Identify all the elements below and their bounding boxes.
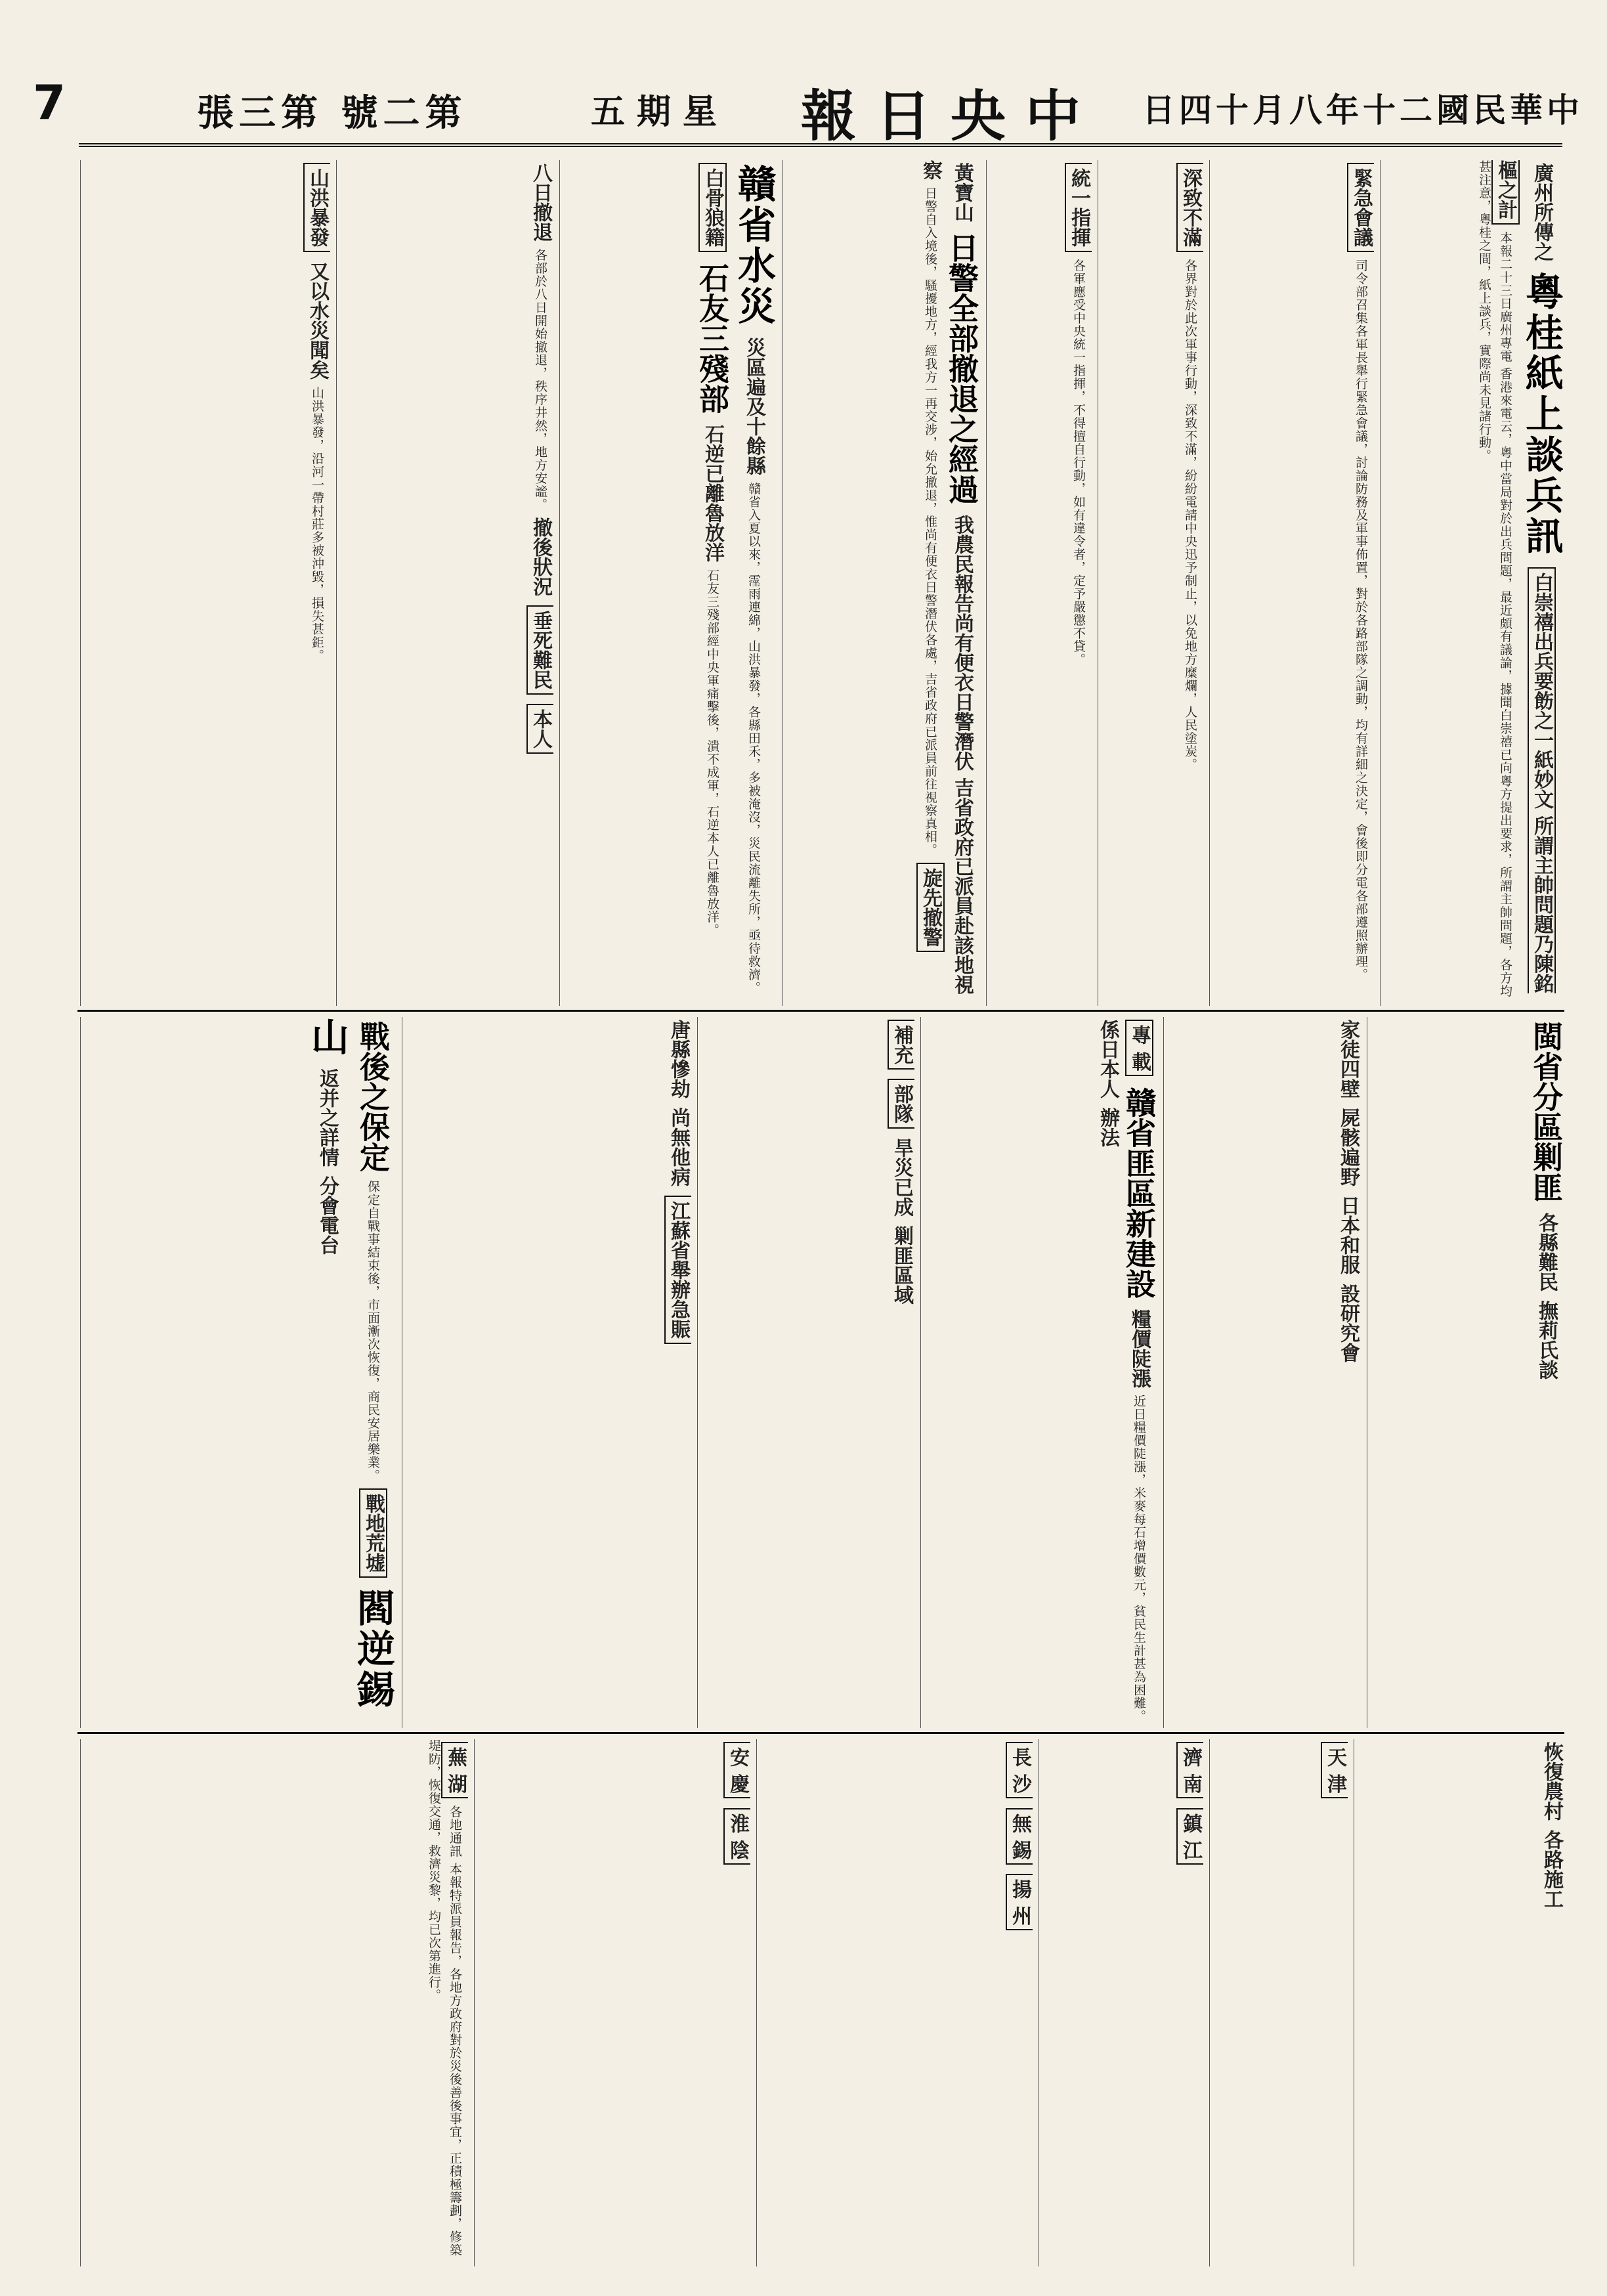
middle-band [77,1013,1564,1734]
tangxian-article [402,1017,691,1728]
page-number: 7 [33,75,66,130]
meet-title: 設研究會 [1337,1284,1360,1363]
farm-article [1354,1739,1564,2266]
unify-text: 各軍應受中央統一指揮，不得擅自行動，如有違令者，定予嚴懲不貸。 [1071,259,1086,666]
flood-sub: 又以水災聞矣 [306,261,329,380]
zhenjiang-dateline: 鎮 江 [1176,1808,1203,1865]
eighth-title: 八日撤退 [529,163,552,242]
retreat-sub: 我農民報告尚有便衣日警潛伏 吉省政府已派員赴該地視察 [919,160,974,995]
retreat-text: 日警自入境後，騷擾地方，經我方一再交涉，始允撤退，惟尚有便衣日警潛伏各處，吉省政府已派員前往視察真相。 [923,186,937,857]
lead-text: 本報二十三日廣州專電 香港來電云，粵中當局對於出兵問題，最近頗有議論，據聞白崇禧已向粵方提出要求，所謂主帥問題，各方均甚注意，粵桂之間，紙上談兵，實際尚未見諸行動。 [1477,160,1512,998]
unify-article [986,160,1092,1006]
eighth-article [336,160,553,1006]
famine-title: 家徒四壁 [1337,1020,1360,1098]
teach-title: 辦法 [1096,1108,1119,1148]
supplies-article [697,1017,914,1728]
gan-title: 贛省匪區新建設 [1121,1087,1157,1299]
farm-title: 恢復農村 [1540,1742,1563,1821]
lead-subhead: 白崇禧出兵要飭之一紙妙文 所謂主帥問題乃陳銘樞之計 [1491,160,1556,993]
rebel-sub: 返并之詳情 [316,1068,339,1167]
publication-date: 日四十月八年十二國民華中 [1142,91,1583,129]
retreat-title: 日警全部撤退之經過 [944,232,979,505]
changsha-dateline: 長 沙 [1006,1742,1033,1798]
retreat-place: 黃寶山 [951,163,974,222]
tune-title: 各縣難民 [1535,1213,1558,1292]
disaster-title: 旱災已成 [890,1138,913,1217]
stone-text: 石友三殘部經中央軍痛擊後，潰不成軍，石逆本人已離魯放洋。 [705,569,719,937]
deep-text: 各界對於此次軍事行動，深致不滿，紛紛電請中央迅予制止，以免地方糜爛，人民塗炭。 [1183,259,1197,771]
jiangxi-sub: 災區遍及十餘縣 [742,337,765,476]
page-body [77,156,1564,2270]
after-title: 撤後狀況 [529,517,552,597]
wuhu-column [80,1739,468,2266]
jiangxi-text: 贛省入夏以來，霪雨連綿，山洪暴發，各縣田禾，多被淹沒，災民流離失所，亟待救濟。 [746,482,761,995]
peace-text: 保定自戰事結束後，市面漸次恢復，商民安居樂業。 [366,1180,380,1483]
wuhu-dateline: 蕪 湖 [441,1742,468,1798]
deep-article [1098,160,1203,1006]
masthead [33,75,1583,148]
flood-text: 山洪暴發，沿河一帶村莊多被沖毀，損失甚鉅。 [310,386,324,662]
urgent-article [1209,160,1374,1006]
stone-sub: 石逆已離魯放洋 [701,424,724,563]
stone-title: 石友三殘部 [695,263,730,414]
jinan-column [1039,1739,1203,2266]
price-text: 近日糧價陡漲，米麥每石增價數元，貧民生計甚為困難。 [1132,1394,1146,1723]
weekday: 五期星 [591,92,729,132]
radio-title: 分會電台 [316,1176,339,1255]
urgent-title: 緊急會議 [1347,163,1374,252]
price-title: 糧價陡漲 [1128,1309,1151,1388]
person-title: 本人 [526,704,553,754]
changsha-column [756,1739,1033,2266]
zone-title: 閩省分區剿匪 [1528,1021,1564,1202]
road-title: 各路施工 [1540,1830,1563,1909]
newspaper-name: 報日央中 [801,83,1101,148]
wuxi-dateline: 無 錫 [1006,1808,1033,1865]
issue-number: 張三第 號二第 [197,91,467,135]
top-band [77,156,1564,1012]
tianjin-column [1209,1739,1348,2266]
famine-article [1163,1017,1361,1728]
jiangxi-title: 贛省水災 [731,164,776,327]
anqing-column [474,1739,750,2266]
lead-headline: 粵桂紙上談兵訊 [1519,272,1564,557]
jiangxi-article [559,160,777,1006]
yangzhou-dateline: 揚 州 [1006,1874,1033,1930]
mourn-title: 撫莉氏談 [1535,1301,1558,1380]
jiangsu-title: 江蘇省舉辦急賑 [664,1196,691,1344]
lead-title: 廣州所傳之 [1530,163,1553,261]
japan-title: 日本和服 [1337,1196,1360,1275]
special-title: 專 載 [1125,1020,1153,1076]
flood-title: 山洪暴發 [303,163,330,252]
dead-title: 垂死難民 [526,605,553,695]
rural-title: 剿匪區域 [890,1226,913,1305]
flood-article [80,160,330,1006]
ill-title: 尚無他病 [667,1108,690,1187]
bottom-band [77,1735,1564,2270]
bribe-title: 係日本人 [1096,1020,1119,1098]
ruins-title: 戰地荒墟 [359,1488,387,1578]
wuxi-unit-title: 部隊 [888,1079,914,1129]
special-article [920,1017,1157,1728]
deep-title: 深致不滿 [1176,163,1203,252]
tangxian-title: 唐縣慘劫 [667,1020,690,1098]
zone-article [1367,1017,1564,1728]
abandon-title: 屍骸遍野 [1337,1108,1360,1187]
peace-article [80,1017,396,1728]
lead-article [1380,160,1564,1006]
retreat-article [782,160,980,1006]
tianjin-dateline: 天 津 [1321,1742,1348,1798]
anqing-dateline: 安 慶 [723,1742,750,1798]
eighth-text: 各部於八日開始撤退，秩序井然，地方安謐。 [533,248,547,511]
rebel-title: 閻逆錫山 [305,1017,395,1711]
return-note: 旋先撤警 [916,863,945,952]
bones-title: 白骨狼籍 [698,163,727,252]
supplies-title: 補充 [888,1020,914,1070]
jinan-dateline: 濟 南 [1176,1742,1203,1798]
peace-title: 戰後之保定 [355,1021,391,1172]
local-text: 各地通訊 本報特派員報告，各地方政府對於災後善後事宜，正積極籌劃，修築堤防，恢復交通，救濟災黎，均已次第進行。 [427,1739,462,2257]
urgent-text: 司令部召集各軍長舉行緊急會議，討論防務及軍事佈置，對於各路部隊之調動，均有詳細之決定，會後即分電各部遵照辦理。 [1354,259,1368,982]
unify-title: 統一指揮 [1065,163,1092,252]
huaiyin-dateline: 淮 陰 [723,1808,750,1865]
